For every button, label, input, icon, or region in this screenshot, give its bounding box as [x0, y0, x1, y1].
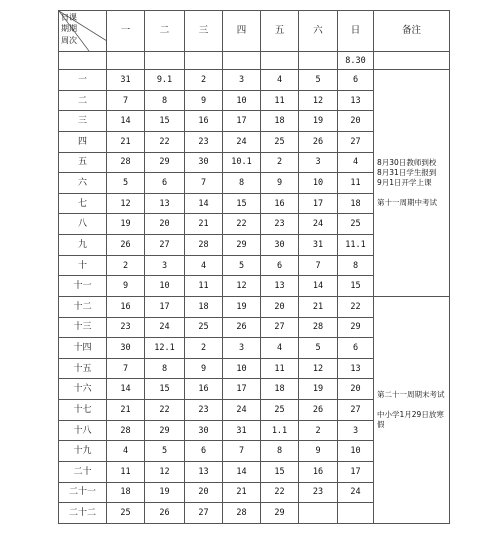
pre-week-row — [59, 52, 450, 70]
date-cell: 22 — [145, 131, 185, 152]
date-cell: 10 — [223, 358, 261, 379]
date-cell: 12.1 — [145, 338, 185, 359]
date-cell: 23 — [299, 482, 338, 503]
remark-note: 8月30日教师到校 8月31日学生报到 9月1日开学上课 — [377, 158, 437, 188]
date-cell: 16 — [107, 296, 145, 317]
date-cell: 13 — [338, 90, 374, 111]
date-cell: 27 — [145, 235, 185, 256]
remark-note: 第二十一周期末考试 — [377, 389, 445, 399]
week-label-cell: 四 — [59, 131, 107, 152]
date-cell: 23 — [107, 317, 145, 338]
week-label-cell — [59, 52, 107, 70]
week-label-cell: 十七 — [59, 400, 107, 421]
date-cell: 30 — [185, 420, 223, 441]
date-cell: 15 — [338, 276, 374, 297]
date-cell: 29 — [261, 503, 299, 524]
week-label-cell: 二十 — [59, 461, 107, 482]
date-cell: 7 — [107, 358, 145, 379]
date-cell: 12 — [145, 461, 185, 482]
date-cell: 6 — [145, 173, 185, 194]
date-cell: 19 — [299, 111, 338, 132]
weekday-header: 二 — [145, 11, 185, 52]
date-cell: 21 — [299, 296, 338, 317]
date-cell: 5 — [299, 338, 338, 359]
weekday-header: 日 — [338, 11, 374, 52]
date-cell: 11 — [107, 461, 145, 482]
date-cell: 25 — [338, 214, 374, 235]
date-cell: 30 — [261, 235, 299, 256]
date-cell: 31 — [299, 235, 338, 256]
remark-header: 备注 — [374, 11, 450, 52]
date-cell: 4 — [338, 152, 374, 173]
week-label-cell: 六 — [59, 173, 107, 194]
date-cell: 2 — [185, 70, 223, 91]
week-label-cell: 十一 — [59, 276, 107, 297]
date-cell: 12 — [223, 276, 261, 297]
date-cell: 16 — [261, 193, 299, 214]
remark-cell — [374, 52, 450, 70]
date-cell: 8 — [145, 358, 185, 379]
date-cell: 4 — [261, 338, 299, 359]
date-cell: 11 — [261, 90, 299, 111]
date-cell: 19 — [145, 482, 185, 503]
date-cell: 13 — [145, 193, 185, 214]
date-cell: 26 — [145, 503, 185, 524]
date-cell: 9 — [185, 90, 223, 111]
date-cell: 22 — [223, 214, 261, 235]
week-label-cell: 十九 — [59, 441, 107, 462]
date-cell: 27 — [338, 400, 374, 421]
date-cell: 13 — [185, 461, 223, 482]
date-cell: 23 — [185, 400, 223, 421]
date-cell: 15 — [145, 379, 185, 400]
date-cell: 17 — [145, 296, 185, 317]
corner-header-cell — [59, 11, 107, 52]
remark-note-cell — [374, 70, 450, 297]
week-label-cell: 九 — [59, 235, 107, 256]
date-cell: 22 — [338, 296, 374, 317]
date-cell: 13 — [261, 276, 299, 297]
date-cell: 21 — [223, 482, 261, 503]
week-label-cell: 二 — [59, 90, 107, 111]
date-cell: 10 — [223, 90, 261, 111]
corner-label-2: 期期 — [61, 24, 77, 33]
date-cell: 6 — [338, 70, 374, 91]
date-cell: 31 — [107, 70, 145, 91]
date-cell: 14 — [299, 276, 338, 297]
date-cell: 3 — [338, 420, 374, 441]
date-cell: 30 — [185, 152, 223, 173]
date-cell: 14 — [223, 461, 261, 482]
date-cell: 25 — [185, 317, 223, 338]
week-label-cell: 二十二 — [59, 503, 107, 524]
week-label-cell: 五 — [59, 152, 107, 173]
date-cell — [299, 52, 338, 70]
weekday-header: 三 — [185, 11, 223, 52]
date-cell: 9 — [261, 173, 299, 194]
date-cell: 11 — [261, 358, 299, 379]
date-cell: 8.30 — [338, 52, 374, 70]
date-cell: 19 — [107, 214, 145, 235]
date-cell: 7 — [299, 255, 338, 276]
date-cell: 11.1 — [338, 235, 374, 256]
date-cell: 12 — [107, 193, 145, 214]
date-cell: 28 — [185, 235, 223, 256]
weekday-header: 六 — [299, 11, 338, 52]
date-cell: 25 — [261, 400, 299, 421]
date-cell: 9 — [185, 358, 223, 379]
date-cell — [107, 52, 145, 70]
date-cell: 31 — [223, 420, 261, 441]
week-label-cell: 八 — [59, 214, 107, 235]
date-cell: 16 — [185, 111, 223, 132]
date-cell: 23 — [185, 131, 223, 152]
date-cell: 28 — [223, 503, 261, 524]
date-cell: 5 — [145, 441, 185, 462]
date-cell: 20 — [145, 214, 185, 235]
date-cell: 11 — [338, 173, 374, 194]
date-cell: 16 — [299, 461, 338, 482]
date-cell: 6 — [185, 441, 223, 462]
date-cell: 19 — [299, 379, 338, 400]
date-cell: 26 — [107, 235, 145, 256]
date-cell: 9.1 — [145, 70, 185, 91]
date-cell: 5 — [223, 255, 261, 276]
date-cell: 8 — [338, 255, 374, 276]
date-cell: 24 — [223, 400, 261, 421]
remark-note: 中小学1月29日放寒假 — [377, 409, 444, 429]
date-cell: 17 — [338, 461, 374, 482]
weekday-header: 一 — [107, 11, 145, 52]
date-cell: 15 — [223, 193, 261, 214]
date-cell — [223, 52, 261, 70]
week-label-cell: 十四 — [59, 338, 107, 359]
week-label-cell: 二十一 — [59, 482, 107, 503]
week-row — [59, 296, 450, 317]
date-cell: 18 — [107, 482, 145, 503]
date-cell: 10.1 — [223, 152, 261, 173]
date-cell: 9 — [107, 276, 145, 297]
date-cell: 24 — [299, 214, 338, 235]
date-cell: 8 — [145, 90, 185, 111]
date-cell: 28 — [107, 420, 145, 441]
date-cell: 29 — [145, 420, 185, 441]
date-cell: 3 — [223, 70, 261, 91]
date-cell: 14 — [107, 379, 145, 400]
date-cell: 17 — [223, 379, 261, 400]
date-cell: 4 — [261, 70, 299, 91]
week-label-cell: 七 — [59, 193, 107, 214]
date-cell: 7 — [223, 441, 261, 462]
school-calendar-table — [58, 10, 450, 524]
date-cell: 6 — [261, 255, 299, 276]
date-cell: 2 — [299, 420, 338, 441]
date-cell: 6 — [338, 338, 374, 359]
date-cell: 28 — [299, 317, 338, 338]
week-label-cell: 十二 — [59, 296, 107, 317]
date-cell: 23 — [261, 214, 299, 235]
date-cell — [145, 52, 185, 70]
week-label-cell: 十三 — [59, 317, 107, 338]
date-cell: 10 — [338, 441, 374, 462]
week-label-cell: 一 — [59, 70, 107, 91]
date-cell: 2 — [107, 255, 145, 276]
date-cell: 29 — [223, 235, 261, 256]
date-cell: 3 — [145, 255, 185, 276]
date-cell: 5 — [299, 70, 338, 91]
date-cell: 13 — [338, 358, 374, 379]
date-cell: 18 — [338, 193, 374, 214]
remark-note: 第十一周期中考试 — [377, 198, 437, 208]
week-row — [59, 70, 450, 91]
date-cell: 2 — [185, 338, 223, 359]
date-cell: 17 — [299, 193, 338, 214]
date-cell: 27 — [261, 317, 299, 338]
date-cell — [299, 503, 338, 524]
date-cell: 11 — [185, 276, 223, 297]
weekday-header: 五 — [261, 11, 299, 52]
date-cell: 3 — [299, 152, 338, 173]
date-cell: 24 — [338, 482, 374, 503]
corner-label-1: 日课 — [61, 13, 77, 22]
date-cell — [261, 52, 299, 70]
weekday-header: 四 — [223, 11, 261, 52]
date-cell: 14 — [107, 111, 145, 132]
date-cell: 26 — [223, 317, 261, 338]
date-cell: 4 — [107, 441, 145, 462]
date-cell — [338, 503, 374, 524]
date-cell: 12 — [299, 90, 338, 111]
date-cell: 29 — [145, 152, 185, 173]
date-cell: 4 — [185, 255, 223, 276]
date-cell: 18 — [261, 111, 299, 132]
date-cell: 27 — [185, 503, 223, 524]
date-cell: 21 — [107, 131, 145, 152]
date-cell: 17 — [223, 111, 261, 132]
date-cell: 10 — [299, 173, 338, 194]
corner-label-3: 周次 — [61, 36, 77, 45]
date-cell: 22 — [261, 482, 299, 503]
date-cell: 28 — [107, 152, 145, 173]
remark-note-cell — [374, 296, 450, 523]
date-cell: 16 — [185, 379, 223, 400]
date-cell: 22 — [145, 400, 185, 421]
date-cell: 29 — [338, 317, 374, 338]
date-cell: 25 — [107, 503, 145, 524]
date-cell: 24 — [145, 317, 185, 338]
date-cell: 21 — [185, 214, 223, 235]
date-cell: 20 — [338, 111, 374, 132]
date-cell: 30 — [107, 338, 145, 359]
date-cell: 15 — [261, 461, 299, 482]
date-cell: 18 — [261, 379, 299, 400]
date-cell: 26 — [299, 131, 338, 152]
date-cell: 7 — [107, 90, 145, 111]
date-cell: 2 — [261, 152, 299, 173]
date-cell: 10 — [145, 276, 185, 297]
date-cell: 15 — [145, 111, 185, 132]
date-cell: 1.1 — [261, 420, 299, 441]
date-cell: 20 — [185, 482, 223, 503]
date-cell: 20 — [261, 296, 299, 317]
week-label-cell: 三 — [59, 111, 107, 132]
header-row — [59, 11, 450, 52]
week-label-cell: 十五 — [59, 358, 107, 379]
date-cell: 27 — [338, 131, 374, 152]
week-label-cell: 十六 — [59, 379, 107, 400]
date-cell: 24 — [223, 131, 261, 152]
date-cell: 19 — [223, 296, 261, 317]
date-cell: 8 — [261, 441, 299, 462]
date-cell: 21 — [107, 400, 145, 421]
date-cell: 25 — [261, 131, 299, 152]
date-cell: 18 — [185, 296, 223, 317]
week-label-cell: 十 — [59, 255, 107, 276]
date-cell: 14 — [185, 193, 223, 214]
date-cell: 3 — [223, 338, 261, 359]
week-label-cell: 十八 — [59, 420, 107, 441]
date-cell: 26 — [299, 400, 338, 421]
date-cell: 8 — [223, 173, 261, 194]
date-cell: 12 — [299, 358, 338, 379]
date-cell: 7 — [185, 173, 223, 194]
date-cell: 20 — [338, 379, 374, 400]
date-cell: 9 — [299, 441, 338, 462]
date-cell — [185, 52, 223, 70]
date-cell: 5 — [107, 173, 145, 194]
